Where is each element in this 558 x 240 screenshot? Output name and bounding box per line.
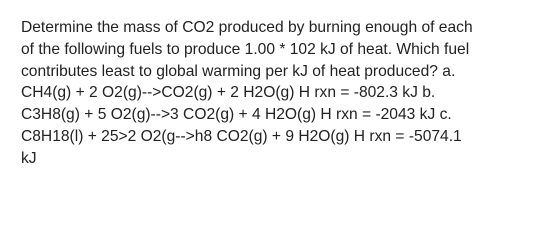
question-line-1: Determine the mass of CO2 produced by burning enough of each xyxy=(21,19,473,36)
question-line-7: kJ xyxy=(21,149,37,167)
question-line-2: of the following fuels to produce 1.00 * 102 kJ of heat. Which fuel xyxy=(21,40,470,58)
question-line-4: CH4(g) + 2 O2(g)-->CO2(g) + 2 H2O(g) H rxn = -802.3 kJ b. xyxy=(21,84,436,102)
question-line-3: contributes least to global warming per kJ of heat produced? a. xyxy=(21,62,456,80)
question-line-6: C8H18(l) + 25>2 O2(g-->h8 CO2(g) + 9 H2O(g) H rxn = -5074.1 xyxy=(21,127,462,145)
question-line-5: C3H8(g) + 5 O2(g)-->3 CO2(g) + 4 H2O(g) H rxn = -2043 kJ c. xyxy=(21,106,452,124)
